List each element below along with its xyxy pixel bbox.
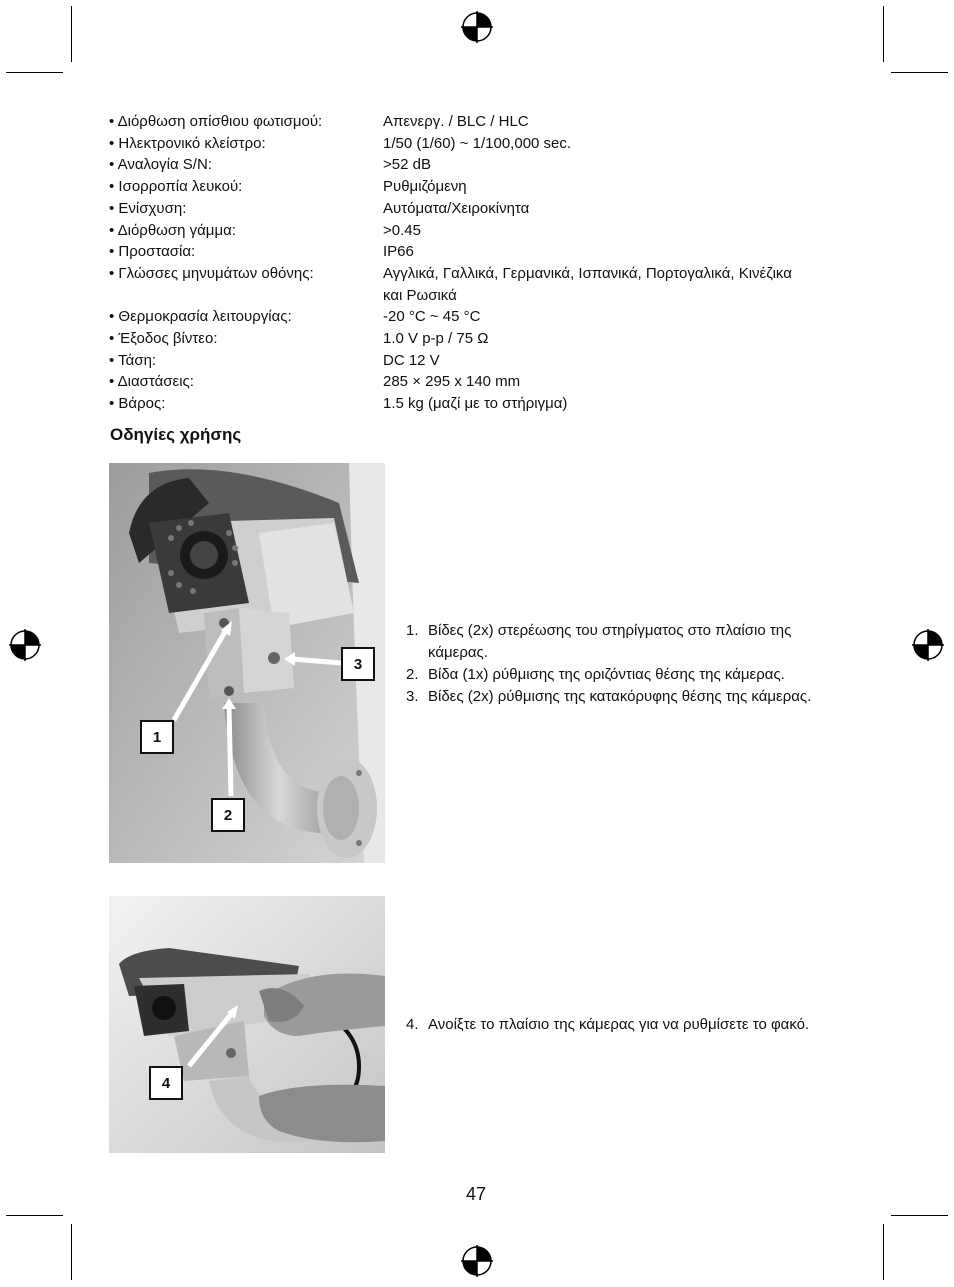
spec-value: DC 12 V xyxy=(383,351,440,369)
spec-row xyxy=(109,220,869,242)
instruction-steps xyxy=(406,1014,856,1036)
instruction-steps xyxy=(406,620,856,708)
spec-row xyxy=(109,198,869,220)
step-text: Βίδα (1x) ρύθμισης της οριζόντιας θέσης της κάμερας. xyxy=(428,666,785,683)
crop-mark-bottom-right-v xyxy=(883,1224,884,1280)
spec-value: Ρυθμιζόμενη xyxy=(383,178,467,196)
spec-value: 285 × 295 x 140 mm xyxy=(383,373,521,391)
callout-label: 3 xyxy=(341,647,375,681)
spec-row xyxy=(109,111,869,133)
spec-row xyxy=(109,176,869,198)
spec-label: • Ισορροπία λευκού: xyxy=(109,178,243,196)
spec-label: • Θερμοκρασία λειτουργίας: xyxy=(109,308,292,326)
spec-value: IP66 xyxy=(383,243,414,261)
spec-row xyxy=(109,371,869,393)
crop-mark-top-right-v xyxy=(883,6,884,62)
crop-mark-top-right-h xyxy=(891,72,948,73)
specifications-list xyxy=(109,111,869,415)
spec-value: Αγγλικά, Γαλλικά, Γερμανικά, Ισπανικά, Πορτογαλικά, Κινέζικα xyxy=(383,264,792,282)
spec-label: • Διόρθωση οπίσθιου φωτισμού: xyxy=(109,113,323,130)
open-housing-illustration xyxy=(109,896,385,1153)
callout-label: 1 xyxy=(140,720,174,754)
spec-row xyxy=(109,241,869,263)
spec-label: • Γλώσσες μηνυμάτων οθόνης: xyxy=(109,264,314,282)
step-number: 1. xyxy=(406,622,419,639)
step-text: Ανοίξτε το πλαίσιο της κάμερας για να ρυθμίσετε το φακό. xyxy=(428,1016,810,1033)
registration-mark-icon xyxy=(9,629,41,661)
spec-label: • Προστασία: xyxy=(109,243,196,261)
instruction-step xyxy=(406,620,856,664)
registration-mark-icon xyxy=(912,629,944,661)
instruction-step xyxy=(406,664,856,686)
spec-value: και Ρωσικά xyxy=(383,286,457,304)
step-text: Βίδες (2x) στερέωσης του στηρίγματος στο πλαίσιο της κάμερας. xyxy=(428,622,792,661)
spec-label: • Ηλεκτρονικό κλείστρο: xyxy=(109,134,266,152)
spec-label: • Διαστάσεις: xyxy=(109,373,194,391)
spec-value: >52 dB xyxy=(383,156,431,174)
step-text: Βίδες (2x) ρύθμισης της κατακόρυφης θέσης της κάμερας. xyxy=(428,688,812,705)
callout-label: 2 xyxy=(211,798,245,832)
spec-row xyxy=(109,154,869,176)
section-heading: Οδηγίες χρήσης xyxy=(110,425,242,444)
registration-mark-icon xyxy=(461,1245,493,1277)
crop-mark-bottom-right-h xyxy=(891,1215,948,1216)
spec-label: • Διόρθωση γάμμα: xyxy=(109,221,236,239)
spec-value: >0.45 xyxy=(383,221,421,239)
spec-label: • Έξοδος βίντεο: xyxy=(109,330,218,348)
spec-label: • Τάση: xyxy=(109,351,157,369)
spec-value: Αυτόματα/Χειροκίνητα xyxy=(383,199,530,217)
crop-mark-bottom-left-v xyxy=(71,1224,72,1280)
spec-row xyxy=(109,393,869,415)
spec-value: Απενεργ. / BLC / HLC xyxy=(383,113,529,130)
crop-mark-bottom-left-h xyxy=(6,1215,63,1216)
spec-row xyxy=(109,350,869,372)
spec-label: • Βάρος: xyxy=(109,395,166,413)
spec-value: 1/50 (1/60) ~ 1/100,000 sec. xyxy=(383,134,572,152)
instruction-step xyxy=(406,1014,856,1036)
open-housing-photo xyxy=(109,896,385,1153)
instruction-step xyxy=(406,686,856,708)
spec-value: -20 °C ~ 45 °C xyxy=(383,308,481,326)
step-number: 2. xyxy=(406,666,419,683)
spec-row xyxy=(109,306,869,328)
spec-row xyxy=(109,328,869,350)
spec-row-continuation xyxy=(109,285,869,307)
crop-mark-top-left-h xyxy=(6,72,63,73)
step-number: 3. xyxy=(406,688,419,705)
spec-label: • Ενίσχυση: xyxy=(109,199,187,217)
spec-row xyxy=(109,263,869,285)
step-number: 4. xyxy=(406,1016,419,1033)
registration-mark-icon xyxy=(461,11,493,43)
spec-label: • Αναλογία S/N: xyxy=(109,156,212,174)
spec-value: 1.0 V p-p / 75 Ω xyxy=(383,330,489,348)
crop-mark-top-left-v xyxy=(71,6,72,62)
page-number: 47 xyxy=(466,1184,487,1204)
spec-row xyxy=(109,133,869,155)
callout-label: 4 xyxy=(149,1066,183,1100)
spec-value: 1.5 kg (μαζί με το στήριγμα) xyxy=(383,395,568,413)
